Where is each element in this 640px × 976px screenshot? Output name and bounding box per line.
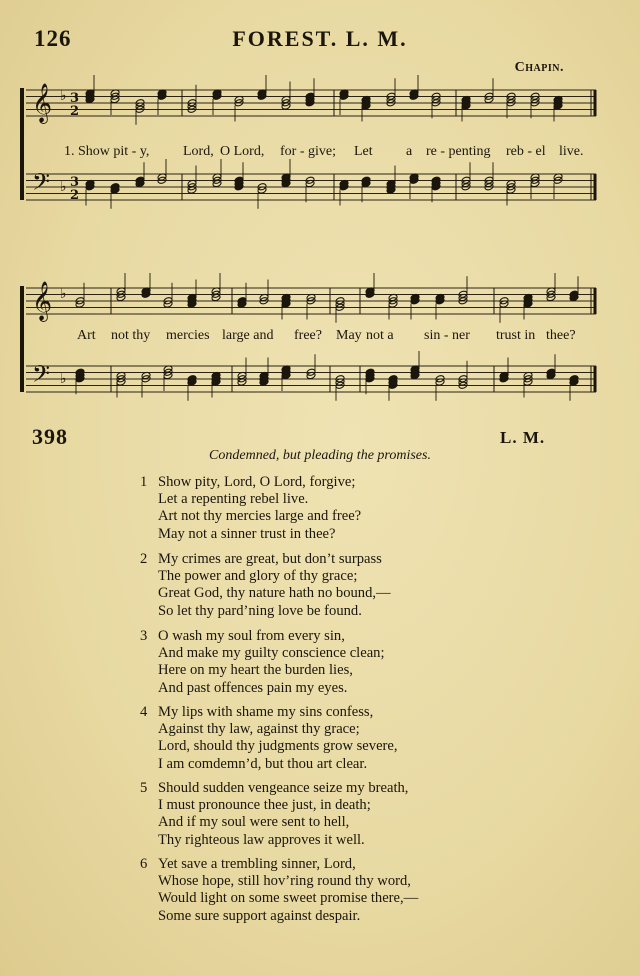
verse-line: My lips with shame my sins confess, [158, 704, 374, 720]
music-system-1 [16, 84, 616, 214]
verse-line: And past offences pain my eyes. [158, 679, 348, 696]
lyric-word: 1. Show pit - y, [64, 144, 150, 159]
lyric-word: mercies [166, 328, 210, 343]
time-signature: 3 [70, 175, 80, 190]
lyric-word: not thy [111, 328, 151, 343]
bass-clef-icon: 𝄢 [32, 168, 51, 201]
lyric-word: Art [77, 328, 96, 343]
lyric-word: trust in [496, 328, 536, 343]
verse-line: So let thy pard’ning love be found. [158, 602, 362, 619]
stanza-6 [140, 856, 560, 925]
verse-line: Art not thy mercies large and free? [158, 508, 362, 525]
stanza-number: 6 [140, 856, 148, 872]
verse-line: Let a repenting rebel live. [158, 491, 309, 508]
lyric-word: re - penting [426, 144, 491, 159]
stanza-number: 4 [140, 704, 148, 720]
verse-line: My crimes are great, but don’t surpass [158, 551, 382, 567]
treble-clef-icon: 𝄞 [32, 83, 53, 123]
hymn-meter: L. M. [500, 428, 546, 447]
lyrics-line-2 [16, 328, 616, 346]
lyric-word: Let [354, 144, 373, 159]
verse-line: Show pity, Lord, O Lord, forgive; [158, 474, 356, 490]
music-system-2 [16, 282, 616, 412]
time-signature: 3 [70, 91, 80, 106]
lyric-word: May [336, 328, 362, 343]
stanza-5 [140, 780, 560, 849]
stanza-2 [140, 551, 560, 620]
lyric-word: Lord, [183, 144, 214, 159]
lyric-word: for - give; [280, 144, 336, 159]
stanza-number: 2 [140, 551, 148, 567]
stanza-number: 5 [140, 780, 148, 796]
verse-line: Great God, thy nature hath no bound,— [158, 585, 391, 602]
bass-clef-icon: 𝄢 [32, 360, 51, 393]
verse-line: Whose hope, still hov’ring round thy word, [158, 873, 411, 890]
stanza-number: 1 [140, 474, 148, 490]
lyrics-line-1 [16, 144, 616, 162]
verse-line: And if my soul were sent to hell, [158, 814, 350, 831]
page-number: 126 [34, 26, 72, 51]
time-signature: 2 [70, 188, 80, 203]
flat-icon: ♭ [60, 371, 67, 387]
verse-line: Against thy law, against thy grace; [158, 721, 360, 738]
verse-line: Here on my heart the burden lies, [158, 662, 353, 679]
hymn-number: 398 [32, 424, 68, 449]
stanza-1 [140, 474, 560, 543]
lyric-word: free? [294, 328, 322, 343]
verse-line: Thy righteous law approves it well. [158, 831, 365, 848]
flat-icon: ♭ [60, 179, 67, 195]
stanza-4 [140, 704, 560, 773]
verse-line: I must pronounce thee just, in death; [158, 797, 371, 814]
lyric-word: reb - el [506, 144, 546, 159]
lyric-word: thee? [546, 328, 576, 343]
verse-line: Lord, should thy judgments grow severe, [158, 738, 398, 755]
stanza-3 [140, 628, 560, 697]
lyric-word: live. [559, 144, 584, 159]
hymn-subtitle: Condemned, but pleading the promises. [209, 448, 431, 463]
verse-line: The power and glory of thy grace; [158, 568, 358, 585]
verse-line: Should sudden vengeance seize my breath, [158, 780, 409, 796]
lyric-word: sin - ner [424, 328, 470, 343]
verse-line: Some sure support against despair. [158, 907, 361, 924]
page-header [0, 26, 640, 56]
verse-line: I am comdemn’d, but thou art clear. [158, 755, 368, 772]
verse-line: May not a sinner trust in thee? [158, 525, 336, 542]
treble-clef-icon: 𝄞 [32, 281, 53, 321]
verse-line: And make my guilty conscience clean; [158, 645, 385, 662]
tune-title: FOREST. L. M. [232, 26, 408, 51]
flat-icon: ♭ [60, 88, 67, 104]
lyric-word: O Lord, [220, 144, 265, 159]
lyric-word: large and [222, 328, 274, 343]
flat-icon: ♭ [60, 286, 67, 302]
time-signature: 2 [70, 104, 80, 119]
verse-line: Yet save a trembling sinner, Lord, [158, 856, 356, 872]
verse-line: Would light on some sweet promise there,— [158, 890, 419, 907]
composer-name: Chapin. [514, 60, 564, 75]
lyric-word: a [406, 144, 413, 159]
lyric-word: not a [366, 328, 394, 343]
music-score-system-2 [16, 282, 616, 412]
stanza-number: 3 [140, 628, 148, 644]
verse-line: O wash my soul from every sin, [158, 628, 345, 644]
